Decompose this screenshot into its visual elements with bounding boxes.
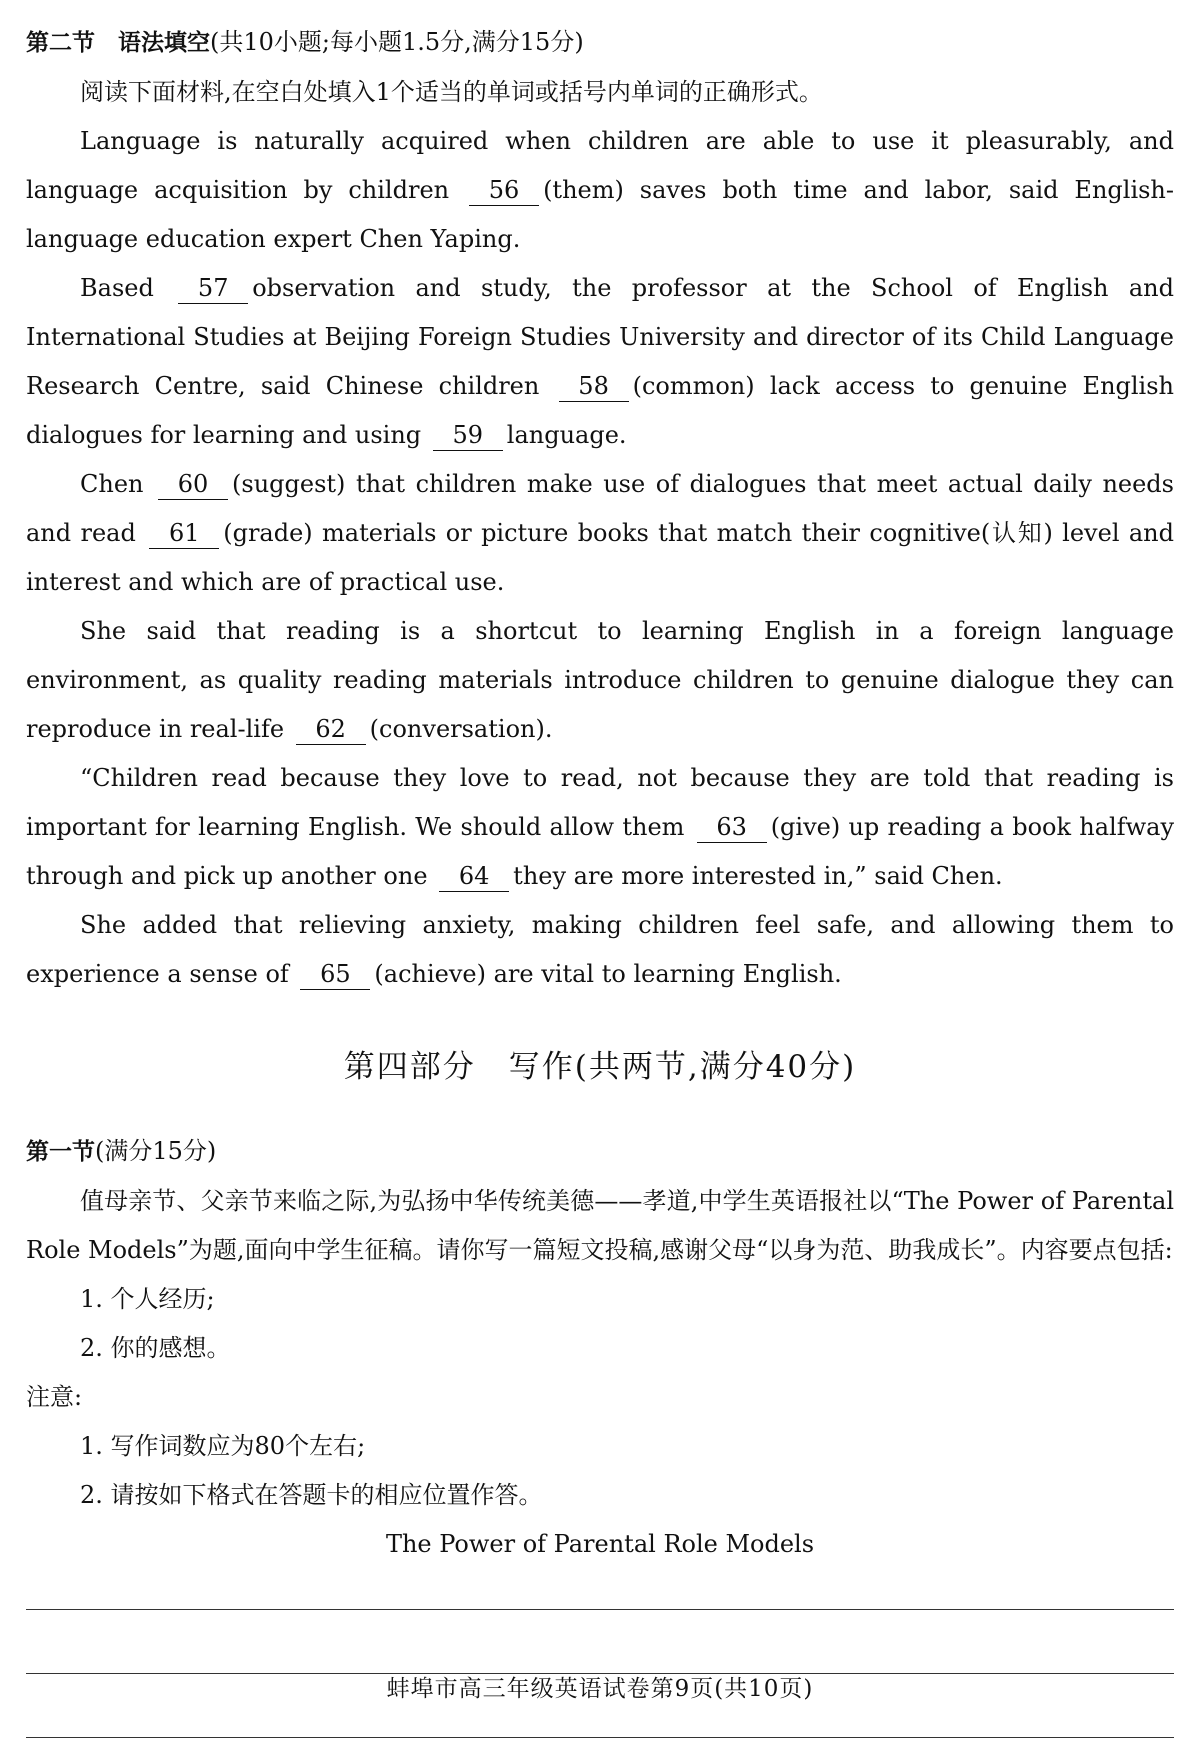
blank-61[interactable]: 61 [149,518,219,549]
blank-64[interactable]: 64 [439,861,509,892]
content-point-2: 2. 你的感想。 [80,1334,231,1362]
blank-56[interactable]: 56 [469,175,539,206]
section2-header-bold: 第二节 语法填空 [26,30,210,56]
section2-header-rest: (共10小题;每小题1.5分,满分15分) [210,28,584,56]
passage-paragraph-4: She said that reading is a shortcut to learning English in a foreign language environment, as quality reading materials introduce children to genuine dialogue they can reproduce in real-life 62 (conversation). [26,617,1174,743]
passage-paragraph-6: She added that relieving anxiety, making children feel safe, and allowing them to experience a sense of 65 (achieve) are vital to learning English. [26,911,1174,988]
blank-57[interactable]: 57 [178,273,248,304]
blank-58[interactable]: 58 [559,371,629,402]
blank-65[interactable]: 65 [300,959,370,990]
blank-60[interactable]: 60 [158,469,228,500]
note-2: 2. 请按如下格式在答题卡的相应位置作答。 [80,1481,543,1509]
part4-title: 第四部分 写作(共两节,满分40分) [343,1049,857,1085]
writing-prompt: 值母亲节、父亲节来临之际,为弘扬中华传统美德——孝道,中学生英语报社以“The Power of Parental Role Models”为题,面向中学生征稿。请你写一篇短文投稿,感谢父母“以身为范、助我成长”。内容要点包括: [26,1187,1174,1264]
exam-page [26,18,1174,1738]
passage-paragraph-3: Chen 60 (suggest) that children make use of dialogues that meet actual daily needs and read 61 (grade) materials or picture books that match their cognitive(认知) level and interest and which are of practical use. [26,470,1174,596]
part4-section1-header-rest: (满分15分) [95,1137,217,1165]
essay-title: The Power of Parental Role Models [385,1530,815,1558]
section2-header [26,18,1174,68]
content-point-1: 1. 个人经历; [80,1285,215,1313]
blank-59[interactable]: 59 [433,420,503,451]
note-1: 1. 写作词数应为80个左右; [80,1432,366,1460]
part4-section1-header [26,1127,1174,1177]
blank-62[interactable]: 62 [296,714,366,745]
passage-paragraph-2: Based 57 observation and study, the professor at the School of English and International Studies at Beijing Foreign Studies University and director of its Child Language Research Centre, said Chinese children 58 (common) lack access to genuine English dialogues for learning and using 59 language. [26,274,1175,449]
passage-paragraph-1: Language is naturally acquired when children are able to use it pleasurably, and language acquisition by children 56 (them) saves both time and labor, said English-language education expert Chen Yaping. [26,127,1174,253]
notes-label: 注意: [26,1383,83,1411]
page-footer: 蚌埠市高三年级英语试卷第9页(共10页) [386,1676,814,1702]
part4-section1-header-bold: 第一节 [26,1139,95,1165]
section2-instruction: 阅读下面材料,在空白处填入1个适当的单词或括号内单词的正确形式。 [80,78,823,106]
blank-63[interactable]: 63 [697,812,767,843]
passage-paragraph-5: “Children read because they love to read, not because they are told that reading is important for learning English. We should allow them 63 (give) up reading a book halfway through and pick up another one 64 they are more interested in,” said Chen. [26,764,1174,890]
